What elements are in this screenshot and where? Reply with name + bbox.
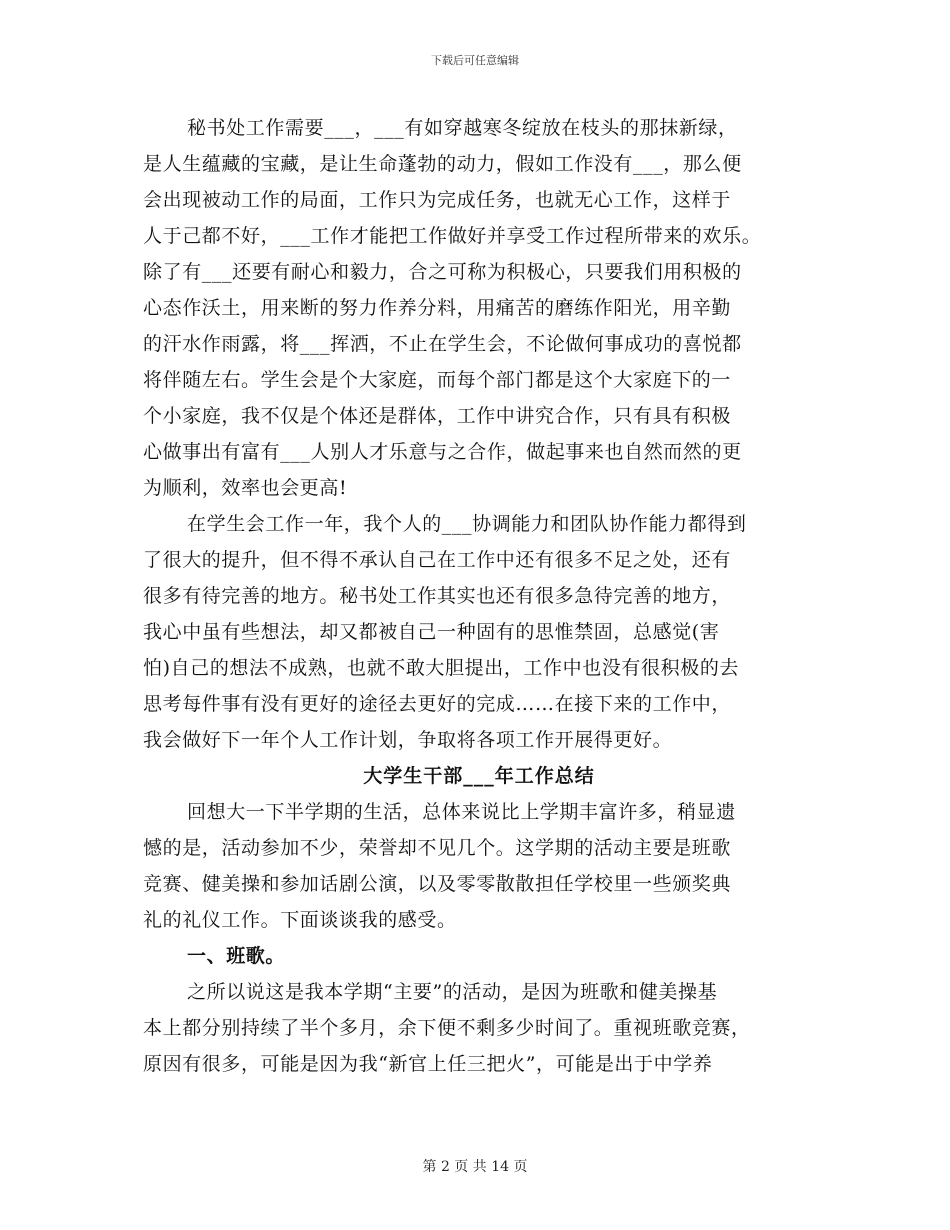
text-line: 是人生蕴藏的宝藏，是让生命蓬勃的动力，假如工作没有___，那么便 <box>143 153 742 175</box>
text-line: 之所以说这是我本学期“主要”的活动，是因为班歌和健美操基 <box>187 981 718 1003</box>
text-line: 憾的是，活动参加不少，荣誉却不见几个。这学期的活动主要是班歌 <box>143 837 732 859</box>
text-line: 竞赛、健美操和参加话剧公演，以及零零散散担任学校里一些颁奖典 <box>143 873 732 895</box>
text-line: 回想大一下半学期的生活，总体来说比上学期丰富许多，稍显遗 <box>187 801 736 823</box>
section-title: 大学生干部___年工作总结 <box>363 765 595 787</box>
text-line: 人于己都不好，___工作才能把工作做好并享受工作过程所带来的欢乐。 <box>143 225 762 247</box>
subsection-heading: 一、班歌。 <box>187 945 286 967</box>
text-line: 在学生会工作一年，我个人的___协调能力和团队协作能力都得到 <box>187 513 747 535</box>
text-line: 心做事出有富有___人别人才乐意与之合作，做起事来也自然而然的更 <box>143 441 742 463</box>
text-line: 除了有___还要有耐心和毅力，合之可称为积极心，只要我们用积极的 <box>143 261 742 283</box>
text-line: 的汗水作雨露，将___挥洒，不止在学生会，不论做何事成功的喜悦都 <box>143 333 742 355</box>
page-footer: 第 2 页 共 14 页 <box>422 1159 528 1175</box>
text-line: 个小家庭，我不仅是个体还是群体，工作中讲究合作，只有具有积极 <box>143 405 732 427</box>
text-line: 了很大的提升，但不得不承认自己在工作中还有很多不足之处，还有 <box>143 549 732 571</box>
text-line: 会出现被动工作的局面，工作只为完成任务，也就无心工作，这样于 <box>143 189 732 211</box>
text-line: 心态作沃土，用来断的努力作养分料，用痛苦的磨练作阳光，用辛勤 <box>143 297 732 319</box>
text-line: 为顺利，效率也会更高! <box>143 477 348 499</box>
text-line: 怕)自己的想法不成熟，也就不敢大胆提出，工作中也没有很积极的去 <box>143 657 740 679</box>
text-line: 很多有待完善的地方。秘书处工作其实也还有很多急待完善的地方， <box>143 585 732 607</box>
text-line: 本上都分别持续了半个多月，余下便不剩多少时间了。重视班歌竞赛， <box>143 1017 751 1039</box>
text-line: 将伴随左右。学生会是个大家庭，而每个部门都是这个大家庭下的一 <box>143 369 732 391</box>
page-header: 下载后可任意编辑 <box>431 54 519 67</box>
text-line: 秘书处工作需要___，___有如穿越寒冬绽放在枝头的那抹新绿， <box>187 117 738 139</box>
text-line: 原因有很多，可能是因为我“新官上任三把火”，可能是出于中学养 <box>143 1053 713 1075</box>
document-body <box>143 110 815 1082</box>
text-line: 我会做好下一年个人工作计划，争取将各项工作开展得更好。 <box>143 729 673 751</box>
text-line: 我心中虽有些想法，却又都被自己一种固有的思惟禁固，总感觉(害 <box>143 621 720 643</box>
text-line: 礼的礼仪工作。下面谈谈我的感受。 <box>143 909 457 931</box>
text-line: 思考每件事有没有更好的途径去更好的完成……在接下来的工作中， <box>143 693 732 715</box>
